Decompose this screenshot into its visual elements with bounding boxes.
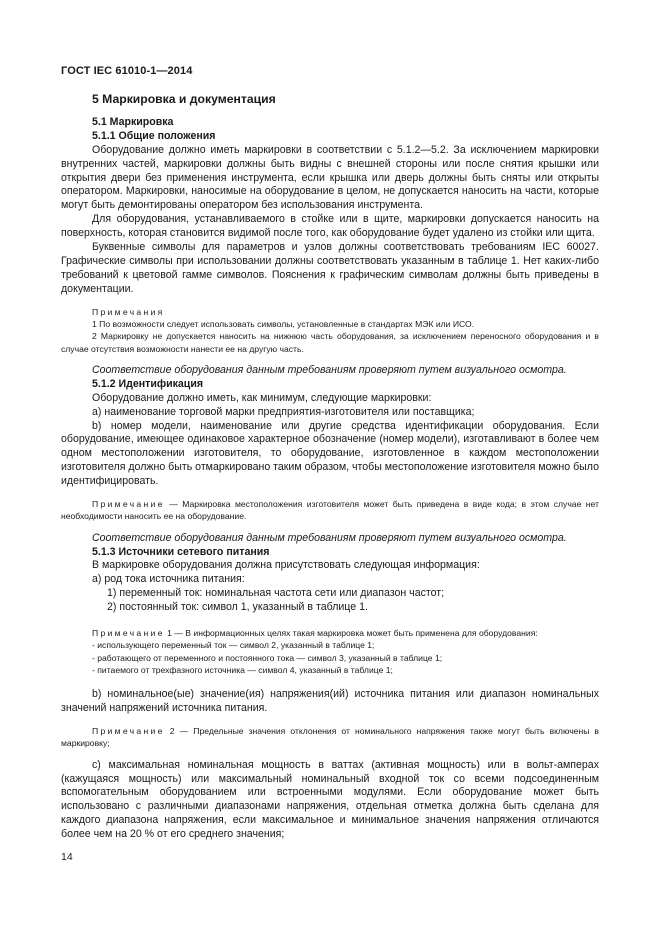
note: 2 Маркировку не допускается наносить на нижнюю часть оборудования, за исключением переносного оборудования и в случае отсутствия возможности нанести ее на другую часть. [61,331,599,354]
section-5-heading: 5 Маркировка и документация [92,92,276,106]
note: Примечание 2 — Предельные значения отклонения от номинального напряжения также могут быть включены в маркировку; [61,726,599,749]
standard-header: ГОСТ IEC 61010-1—2014 [61,65,193,77]
compliance-statement: Соответствие оборудования данным требованиям проверяют путем визуального осмотра. [92,531,567,544]
page-number: 14 [61,851,73,863]
note: 1 По возможности следует использовать символы, установленные в стандартах МЭК или ИСО. [92,318,475,329]
paragraph: Оборудование должно иметь, как минимум, следующие маркировки: [92,391,432,404]
notes-label: Примечания [92,306,165,317]
list-item: a) род тока источника питания: [92,573,245,586]
sub-list-item: 1) переменный ток: номинальная частота сети или диапазон частот; [107,587,445,600]
paragraph: В маркировке оборудования должна присутствовать следующая информация: [92,559,480,572]
list-item: b) номер модели, наименование или другие средства идентификации оборудования. Если оборудование, имеющее одинаковое характерное обозначение (номер модели), изготавливают в более чем одном местоположении изготовителя, то оборудование, изготовленное в каждом местоположении изготовителя должно быть отмаркировано таким образом, чтобы местоположение изготовителя можно было идентифицировать. [61,419,599,488]
document-body [61,93,599,842]
section-5-1-3-heading: 5.1.3 Источники сетевого питания [92,545,270,558]
note: Примечание — Маркировка местоположения изготовителя может быть приведена в виде кода; в этом случае нет необходимости наносить ее на оборудование. [61,499,599,522]
paragraph: Для оборудования, устанавливаемого в стойке или в щите, маркировки допускается наносить на поверхность, которая становится видимой после того, как оборудование будет удалено из стойки или щита. [61,213,599,240]
list-item: b) номинальное(ые) значение(ия) напряжения(ий) источника питания или диапазон номинальных значений напряжений источника питания. [61,688,599,715]
note: Примечание 1 — В информационных целях такая маркировка может быть применена для оборудования: [92,628,538,639]
paragraph: Оборудование должно иметь маркировки в соответствии с 5.1.2—5.2. За исключением маркировки внутренних частей, маркировки должны быть видны с внешней стороны или после снятия крышки или открытия двери без применения инструмента, если крышка или дверь должны быть сняты или открыты оператором. Маркировки, наносимые на оборудование в целом, не допускается наносить на части, которые могут быть демонтированы оператором без использования инструмента. [61,143,599,212]
section-5-1-2-heading: 5.1.2 Идентификация [92,377,204,390]
section-5-1-heading: 5.1 Маркировка [92,115,174,128]
note-dash-item: - питаемого от трехфазного источника — символ 4, указанный в таблице 1; [92,664,393,675]
sub-list-item: 2) постоянный ток: символ 1, указанный в таблице 1. [107,601,368,614]
note-dash-item: - использующего переменный ток — символ 2, указанный в таблице 1; [92,640,375,651]
list-item: a) наименование торговой марки предприятия-изготовителя или поставщика; [92,405,475,418]
list-item: c) максимальная номинальная мощность в ваттах (активная мощность) или в вольт-амперах (кажущаяся мощность) или максимальный номинальный входной ток со всеми подсоединенным вспомогательным оборудованием или встроенными модулями. Если оборудование может быть использовано с различными диапазонами напряжения, отдельная отметка должна быть сделана для каждого диапазона напряжения, если максимальное и минимальное значения напряжения отличаются более чем на 20 % от его среднего значения; [61,758,599,841]
section-5-1-1-heading: 5.1.1 Общие положения [92,129,216,142]
compliance-statement: Соответствие оборудования данным требованиям проверяют путем визуального осмотра. [92,363,567,376]
paragraph: Буквенные символы для параметров и узлов должны соответствовать требованиям IEC 60027. Графические символы при использовании должны соответствовать указанным в таблице 1. Нет каких-либо требований к цветовой гамме символов. Пояснения к графическим символам должны быть приведены в документации. [61,241,599,295]
note-dash-item: - работающего от переменного и постоянного тока — символ 3, указанный в таблице 1; [92,652,443,663]
